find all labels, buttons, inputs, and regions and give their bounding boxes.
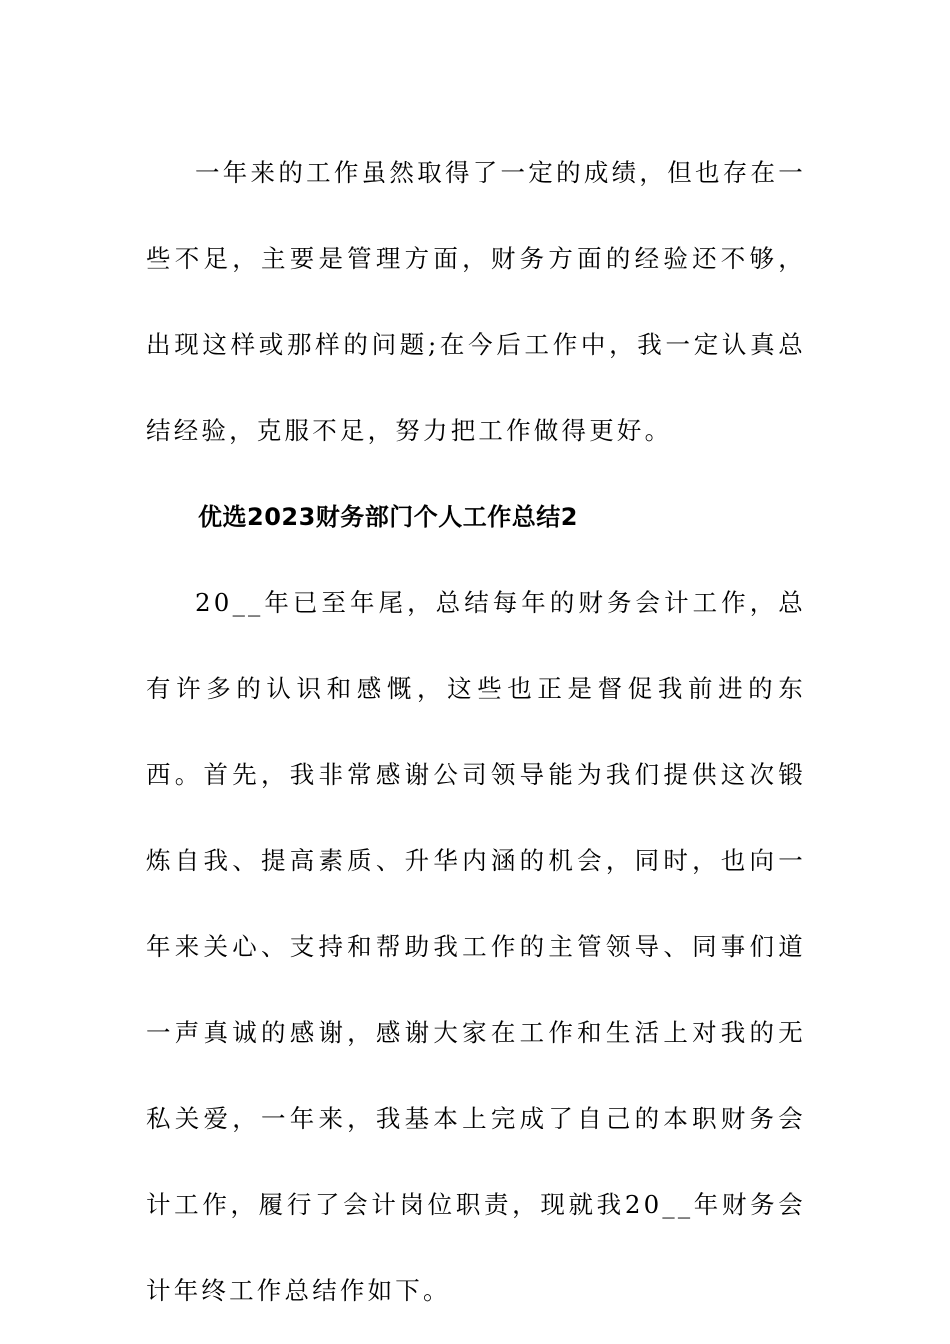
section-heading: 优选2023财务部门个人工作总结2 — [198, 503, 578, 531]
body-paragraph-2: 20__年已至年尾，总结每年的财务会计工作，总有许多的认识和感慨，这些也正是督促我前进的东西。首先，我非常感谢公司领导能为我们提供这次锻炼自我、提高素质、升华内涵的机会，同时，也向一年来关心、支持和帮助我工作的主管领导、同事们道一声真诚的感谢，感谢大家在工作和生活上对我的无私关爱，一年来，我基本上完成了自己的本职财务会计工作，履行了会计岗位职责，现就我20__年财务会计年终工作总结作如下。 — [146, 588, 806, 1305]
document-body — [146, 130, 806, 1334]
body-paragraph-1: 一年来的工作虽然取得了一定的成绩，但也存在一些不足，主要是管理方面，财务方面的经验还不够，出现这样或那样的问题;在今后工作中，我一定认真总结经验，克服不足，努力把工作做得更好。 — [146, 158, 806, 445]
